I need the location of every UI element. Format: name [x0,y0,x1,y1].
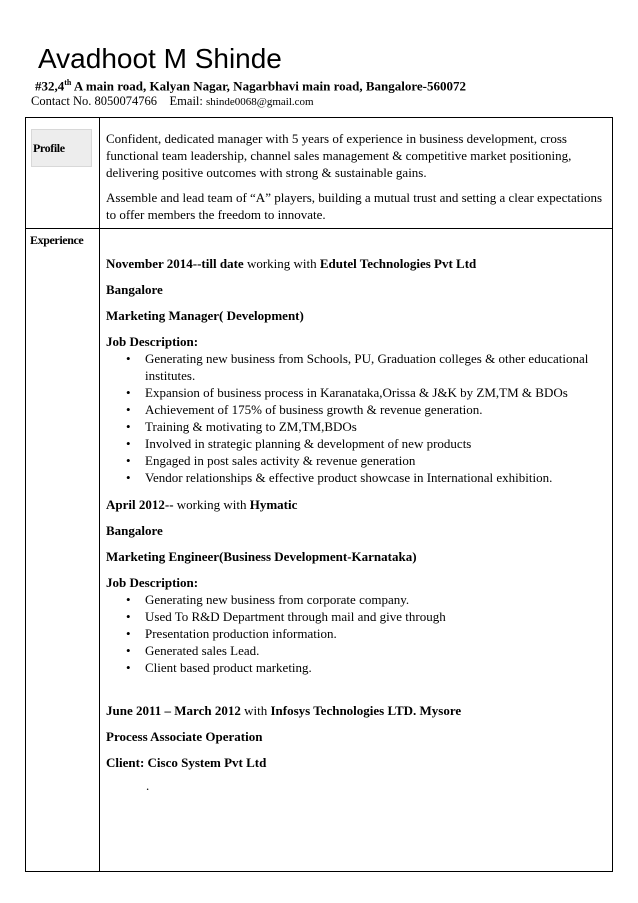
resume-table [25,117,613,872]
job-heading [106,702,606,719]
job-client: Client: Cisco System Pvt Ltd [106,755,267,770]
job-description-list [106,591,606,676]
list-item: • Used To R&D Department through mail and give through [106,608,606,625]
list-item: • Generating new business from Schools, PU, Graduation colleges & other educational institutes. [106,350,606,384]
list-item: • Engaged in post sales activity & revenue generation [106,452,606,469]
address-street: A main road, Kalyan Nagar, Nagarbhavi main road, Bangalore-560072 [71,78,466,94]
job-location: Bangalore [106,523,163,538]
contact-number: Contact No. 8050074766 [31,94,158,108]
job-company: Infosys Technologies LTD. Mysore [270,703,462,718]
job-description-list [106,350,606,486]
candidate-name: Avadhoot M Shinde [38,43,282,74]
address [35,78,466,94]
email-label: Email: [169,94,203,108]
experience-content [106,255,606,794]
address-number: #32,4 [35,78,65,94]
email-address: shinde0068@gmail.com [206,96,314,108]
section-label-profile: Profile [31,129,92,167]
job-period: June 2011 – March 2012 [106,703,241,718]
profile-leadership: Assemble and lead team of “A” players, building a mutual trust and setting a clear expectations to offer members the freedom to innovate. [106,190,603,222]
row-divider [26,228,612,229]
job-company: Edutel Technologies Pvt Ltd [319,256,477,271]
job-heading [106,255,606,272]
list-item: • Achievement of 175% of business growth & revenue generation. [106,401,606,418]
job-connector: working with [173,497,250,512]
job-connector: with [240,703,271,718]
trailing-dot: . [146,778,150,793]
list-item: • Training & motivating to ZM,TM,BDOs [106,418,606,435]
list-item: • Client based product marketing. [106,659,606,676]
job-location: Bangalore [106,282,163,297]
list-item: • Expansion of business process in Karanataka,Orissa & J&K by ZM,TM & BDOs [106,384,606,401]
address-suffix: th [64,78,72,87]
column-divider [99,118,100,871]
list-item: • Generated sales Lead. [106,642,606,659]
profile-summary: Confident, dedicated manager with 5 years of experience in business development, cross functional team leadership, channel sales management & competitive market positioning, delivering positive outcomes with strong & sustainable gains. [106,131,572,180]
section-label-experience: Experience [30,233,84,247]
job-connector: working with [243,256,320,271]
job-role: Marketing Engineer(Business Development-Karnataka) [106,549,417,564]
list-item: • Generating new business from corporate company. [106,591,606,608]
job-description-label: Job Description: [106,334,199,349]
list-item: • Vendor relationships & effective product showcase in International exhibition. [106,469,606,486]
contact-line [31,94,314,109]
job-company: Hymatic [249,497,298,512]
list-item: • Presentation production information. [106,625,606,642]
job-period: November 2014--till date [106,256,244,271]
job-role: Marketing Manager( Development) [106,308,304,323]
list-item: • Involved in strategic planning & development of new products [106,435,606,452]
job-heading [106,496,606,513]
profile-content [106,130,606,223]
job-description-label: Job Description: [106,575,199,590]
job-period: April 2012-- [106,497,174,512]
job-role: Process Associate Operation [106,729,263,744]
